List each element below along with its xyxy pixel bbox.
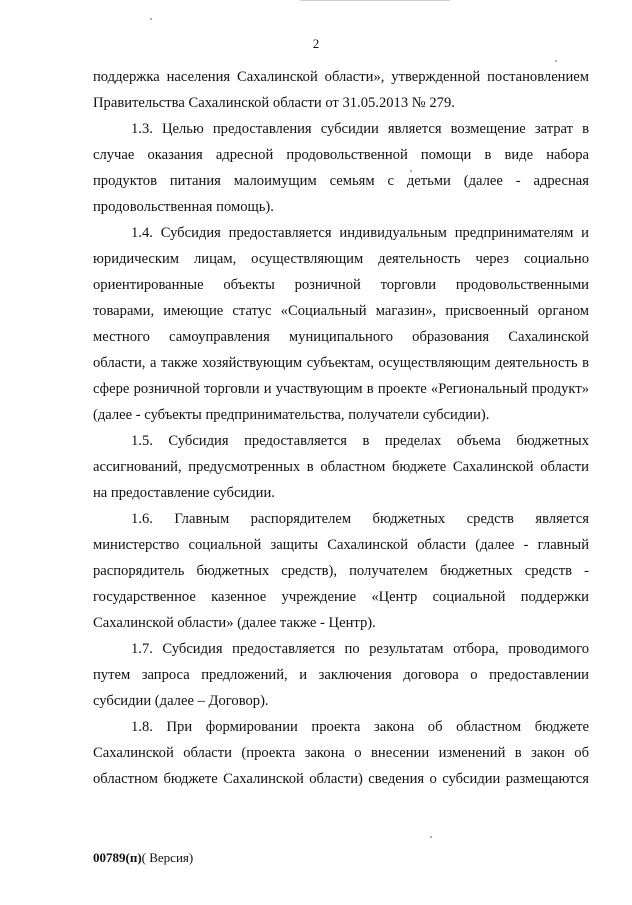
page-number: 2 [312, 36, 320, 51]
text-line: на предоставление субсидии. [93, 485, 275, 501]
text-line: государственное казенное учреждение «Центр социальной поддержки [93, 589, 589, 605]
text-line: области, а также хозяйствующим субъектам, осуществляющим деятельность в [93, 355, 589, 371]
text-line: продуктов питания малоимущим семьям с детьми (далее - адресная [93, 173, 589, 189]
text-line: 1.6. Главным распорядителем бюджетных средств является [131, 511, 589, 527]
text-line: (далее - субъекты предпринимательства, получатели субсидии). [93, 407, 490, 423]
text-line: сфере розничной торговли и участвующим в проекте «Региональный продукт» [93, 381, 589, 397]
text-line: распорядитель бюджетных средств), получателем бюджетных средств - [93, 563, 589, 579]
document-footer [93, 850, 193, 866]
text-line: ассигнований, предусмотренных в областном бюджете Сахалинской области [93, 459, 589, 475]
document-body [93, 64, 589, 792]
text-line: областном бюджете Сахалинской области) сведения о субсидии размещаются [93, 771, 589, 787]
document-version: ( Версия) [141, 850, 194, 865]
text-line: ориентированные объекты розничной торговли продовольственными [93, 277, 589, 293]
scan-speck [430, 836, 432, 838]
text-line: поддержка населения Сахалинской области», утвержденной постановлением [93, 69, 589, 85]
text-line: 1.7. Субсидия предоставляется по результатам отбора, проводимого [131, 641, 589, 657]
text-line: 1.4. Субсидия предоставляется индивидуальным предпринимателям и [131, 225, 589, 241]
text-line: Сахалинской области (проекта закона о внесении изменений в закон об [93, 745, 589, 761]
text-line: случае оказания адресной продовольственной помощи в виде набора [93, 147, 589, 163]
text-line: 1.8. При формировании проекта закона об областном бюджете [131, 719, 589, 735]
text-line: 1.5. Субсидия предоставляется в пределах объема бюджетных [131, 433, 589, 449]
text-line: министерство социальной защиты Сахалинской области (далее - главный [93, 537, 589, 553]
text-line: путем запроса предложений, и заключения договора о предоставлении [93, 667, 589, 683]
text-line: 1.3. Целью предоставления субсидии является возмещение затрат в [131, 121, 589, 137]
text-line: Правительства Сахалинской области от 31.05.2013 № 279. [93, 95, 455, 111]
scan-edge-line [300, 0, 450, 1]
document-code: 00789(п) [93, 850, 142, 865]
text-line: продовольственная помощь). [93, 199, 274, 215]
text-line: товарами, имеющие статус «Социальный магазин», присвоенный органом [93, 303, 589, 319]
text-line: Сахалинской области» (далее также - Центр). [93, 615, 376, 631]
scan-speck [150, 18, 152, 20]
text-line: юридическим лицам, осуществляющим деятельность через социально [93, 251, 589, 267]
text-line: местного самоуправления муниципального образования Сахалинской [93, 329, 589, 345]
scan-speck [555, 60, 557, 62]
text-line: субсидии (далее – Договор). [93, 693, 269, 709]
